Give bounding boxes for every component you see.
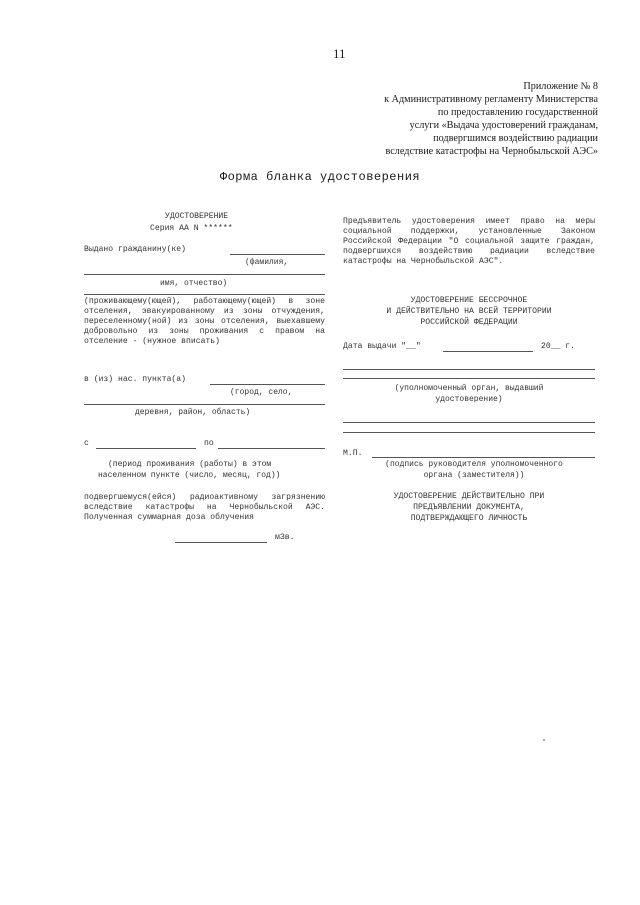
- rights-paragraph: Предъявитель удостоверения имеет право на меры социальной поддержки, установленные Законом Российской Федерации "О социальной защите граждан, подвергшихся воздействию радиации вследствие катастрофы на Чернобыльской АЭС".: [343, 217, 595, 266]
- appendix-line: по предоставлению государственной: [437, 107, 598, 118]
- signature-field-line-3: [372, 457, 595, 458]
- issue-month-field-line: [443, 351, 533, 352]
- surname-field-line: [230, 254, 325, 255]
- appendix-line: подвергшимся воздействию радиации: [433, 133, 598, 144]
- authority-field-line-1: [343, 369, 595, 370]
- signature-caption-1: (подпись руководителя уполномоченного: [385, 460, 563, 469]
- issued-to-label: Выдано гражданину(ке): [84, 245, 186, 254]
- surname-caption: (фамилия,: [245, 258, 289, 267]
- series-number: Серия АА N ******: [150, 224, 233, 233]
- signature-field-line-1: [343, 422, 595, 423]
- presentation-line-3: ПОДТВЕРЖДАЮЩЕГО ЛИЧНОСТЬ: [410, 514, 528, 523]
- region-field-line: [84, 404, 325, 405]
- authority-field-line-2: [343, 378, 595, 379]
- period-from-label: с: [84, 439, 89, 448]
- signature-field-line-2: [343, 432, 595, 433]
- validity-line-3: РОССИЙСКОЙ ФЕДЕРАЦИИ: [420, 318, 518, 327]
- page-number: 11: [333, 46, 346, 61]
- scan-speck: [543, 739, 545, 741]
- presentation-line-1: УДОСТОВЕРЕНИЕ ДЕЙСТВИТЕЛЬНО ПРИ: [393, 492, 545, 501]
- appendix-line: к Административному регламенту Министерства: [384, 94, 598, 105]
- name-caption: имя, отчество): [160, 279, 228, 288]
- certificate-heading: УДОСТОВЕРЕНИЕ: [165, 212, 229, 221]
- authority-caption-1: (уполномоченный орган, выдавший: [394, 384, 544, 393]
- region-caption: деревня, район, область): [135, 408, 251, 417]
- appendix-line: вследствие катастрофы на Чернобыльской АЭС»: [385, 146, 598, 157]
- dose-unit: мЗв.: [275, 533, 295, 542]
- issue-date-label: Дата выдачи "__": [343, 342, 421, 351]
- settlement-label: в (из) нас. пункта(а): [84, 375, 186, 384]
- period-from-field-line: [96, 448, 196, 449]
- exposure-paragraph: подвергшемуся(ейся) радиоактивному загрязнению вследствие катастрофы на Чернобыльской АЭС. Полученная суммарная доза облучения: [84, 493, 325, 522]
- period-caption-2: населенном пункте (число, месяц, год)): [98, 471, 281, 480]
- appendix-line: Приложение № 8: [523, 81, 598, 92]
- settlement-field-line: [210, 384, 325, 385]
- city-caption: (город, село,: [230, 388, 293, 397]
- status-field-line: [84, 294, 325, 295]
- validity-line-2: И ДЕЙСТВИТЕЛЬНО НА ВСЕЙ ТЕРРИТОРИИ: [386, 307, 552, 316]
- name-field-line: [84, 274, 325, 275]
- period-caption-1: (период проживания (работы) в этом: [108, 460, 272, 469]
- appendix-block: [268, 80, 598, 158]
- form-title: Форма бланка удостоверения: [219, 170, 421, 184]
- validity-line-1: УДОСТОВЕРЕНИЕ БЕССРОЧНОЕ: [410, 296, 528, 305]
- status-paragraph: (проживающему(ющей), работающему(ющей) в зоне отселения, эвакуированному из зоны отчуждения, переселенному(ной) из зоны отселения, выехавшему добровольно из зоны проживания с правом на отселение - (нужное вписать): [84, 297, 325, 346]
- stamp-label: М.П.: [343, 449, 363, 458]
- issue-year: 20__ г.: [541, 342, 575, 351]
- appendix-line: услуги «Выдача удостоверений гражданам,: [409, 120, 598, 131]
- period-to-label: по: [204, 439, 214, 448]
- presentation-line-2: ПРЕДЪЯВЛЕНИИ ДОКУМЕНТА,: [413, 503, 525, 512]
- period-to-field-line: [218, 448, 325, 449]
- authority-caption-2: удостоверение): [435, 395, 503, 404]
- dose-field-line: [175, 542, 267, 543]
- signature-caption-2: органа (заместителя)): [423, 471, 525, 480]
